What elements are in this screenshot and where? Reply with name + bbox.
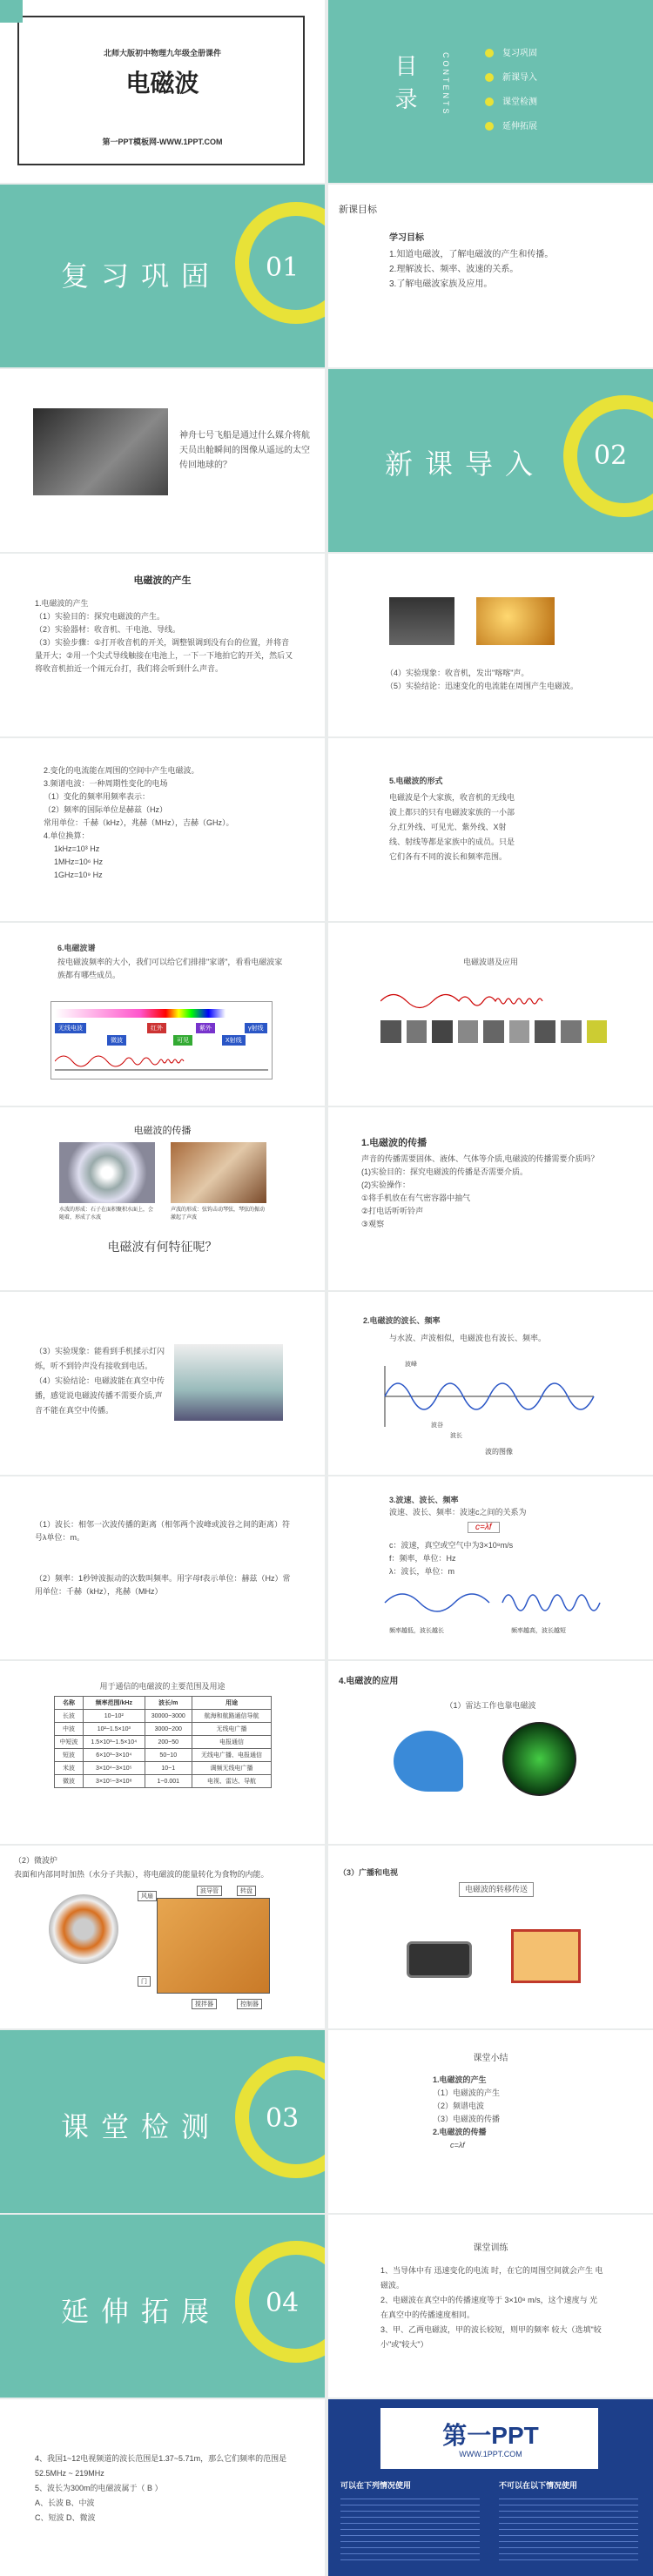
wavelength-desc: 与水波、声波相似，电磁波也有波长、频率。 xyxy=(389,1334,547,1342)
toc-item[interactable]: 延伸拓展 xyxy=(485,118,537,143)
diagram-label: 搅拌器 xyxy=(192,1999,217,2009)
text-line: 4.单位换算： xyxy=(44,831,90,840)
result-text xyxy=(386,667,629,693)
cover-slide xyxy=(0,0,325,183)
cover-top-note: 北师大版初中物理九年级全册课件 xyxy=(103,49,221,57)
spectrum-diagram xyxy=(50,1001,273,1079)
cover-site: 第一PPT模板网-WWW.1PPT.COM xyxy=(102,138,223,146)
intro-question: 神舟七号飞船是通过什么媒介将航天员出舱瞬间的图像从遥远的太空传回地球的？ xyxy=(179,431,310,470)
lamp-image xyxy=(476,597,555,645)
slide-title: （2）微波炉 xyxy=(14,1856,58,1865)
slide-title: 课堂小结 xyxy=(473,2054,508,2063)
slide-title: 电磁波的传播 xyxy=(133,1126,192,1136)
diagram-label: 波导管 xyxy=(197,1886,222,1896)
spectrum-uses-slide xyxy=(328,923,653,1106)
section-03-slide xyxy=(0,2030,325,2213)
toc-item[interactable]: 课堂检测 xyxy=(485,94,537,118)
radiation-icon xyxy=(587,1020,608,1043)
band-table xyxy=(54,1696,272,1788)
summary-item: （1）电磁波的产生 xyxy=(433,2088,501,2097)
spread-text xyxy=(361,1153,623,1231)
astronaut-image xyxy=(33,408,168,495)
text-line: λ：波长，单位：m xyxy=(389,1567,454,1576)
spectrum-label: 无线电波 xyxy=(55,1023,86,1033)
goal-line: 2.理解波长、频率、波速的关系。 xyxy=(389,265,519,274)
spectrum-slide xyxy=(0,923,325,1106)
caption-2: 声波的形成：弦钩击动琴弦，琴弦的振动激起了声波 xyxy=(171,1207,266,1221)
wave-label-trough: 波谷 xyxy=(431,1423,443,1429)
diagram-label: 转盘 xyxy=(237,1886,256,1896)
lamp-icon xyxy=(535,1020,555,1043)
section-number: 02 xyxy=(594,441,628,471)
question-item: C、短波 D、微波 xyxy=(35,2513,96,2522)
diagram-label: 风扇 xyxy=(138,1891,157,1901)
goals-sub: 学习目标 xyxy=(389,233,424,243)
question-item: 3、甲、乙两电磁波，甲的波长较短，则甲的频率 较大（选填"较小"或"较大"） xyxy=(380,2325,602,2349)
relation-items xyxy=(389,1539,513,1578)
text-line: 声音的传播需要固体、液体、气体等介质,电磁波的传播需要介质吗？ xyxy=(361,1154,599,1163)
production-text xyxy=(35,597,296,676)
microwave-icon xyxy=(483,1020,504,1043)
summary-item: 1.电磁波的产生 xyxy=(433,2075,487,2084)
wave-label-crest: 波峰 xyxy=(405,1362,417,1368)
radio-icon xyxy=(407,1020,427,1043)
slide-title: 2.电磁波的波长、频率 xyxy=(363,1316,441,1325)
table-row: 微波 3×10⁵~3×10⁸ 1~0.001 电视、雷达、导航 xyxy=(55,1775,272,1788)
text-line: 1.电磁波的产生 xyxy=(35,599,89,608)
guitar-image xyxy=(171,1142,266,1203)
diagram-label: 门 xyxy=(138,1976,151,1987)
production-result-slide xyxy=(328,554,653,736)
table-header-row: 名称 频率范围/kHz 波长/m 用途 xyxy=(55,1697,272,1710)
spectrum-label: 可见 xyxy=(173,1035,192,1046)
text-line: ①将手机放在有气密容器中抽气 xyxy=(361,1194,471,1202)
toc-contents: CONTENTS xyxy=(441,52,450,117)
formula: c=λf xyxy=(468,1522,500,1533)
goals-slide xyxy=(328,185,653,367)
microwave-slide xyxy=(0,1846,325,2028)
question: 电磁波有何特征呢？ xyxy=(107,1241,218,1254)
radar-slide xyxy=(328,1661,653,1844)
extension-slide xyxy=(0,2399,325,2576)
properties-slide xyxy=(0,738,325,921)
toc-list xyxy=(485,45,537,143)
relation-slide xyxy=(328,1476,653,1659)
text-line: 2.变化的电流能在周围的空间中产生电磁波。 xyxy=(44,766,199,775)
extension-list xyxy=(35,2452,296,2526)
text-line: ③观察 xyxy=(361,1220,385,1228)
text-line: f：频率，单位：Hz xyxy=(389,1554,456,1563)
summary-item: 2.电磁波的传播 xyxy=(433,2128,487,2136)
definition-slide xyxy=(0,1476,325,1659)
spectrum-desc: 按电磁波频率的大小，我们可以给它们排排"家谱"，看看电磁波家族都有哪些成员。 xyxy=(57,958,283,979)
broadcast-sub: 电磁波的转移传送 xyxy=(459,1882,534,1897)
water-wave-image xyxy=(59,1142,155,1203)
text-line: （3）实验现象：能看到手机揉示灯闪烁，听不到铃声没有接收到电话。 xyxy=(35,1347,165,1370)
spectrum-bar xyxy=(55,1009,268,1018)
phone-icon xyxy=(458,1020,479,1043)
vacuum-jar-image xyxy=(174,1344,283,1421)
slide-title: 1.电磁波的传播 xyxy=(361,1138,427,1148)
slide-title: 4.电磁波的应用 xyxy=(339,1677,399,1686)
intro-slide xyxy=(0,369,325,552)
toc-item[interactable]: 复习巩固 xyxy=(485,45,537,70)
text-line: 常用单位：千赫（kHz），兆赫（MHz），吉赫（GHz）。 xyxy=(44,818,234,827)
text-line: （2）实验器材：收音机、干电池、导线。 xyxy=(35,625,181,634)
wavelength-slide xyxy=(328,1292,653,1475)
goal-line: 3.了解电磁波家族及应用。 xyxy=(389,279,493,289)
cover-corner xyxy=(0,0,23,23)
slide-title: 课堂训练 xyxy=(473,2243,508,2253)
spectrum-uses-title: 电磁波谱及应用 xyxy=(462,958,518,966)
wave-caption: 波的图像 xyxy=(485,1448,513,1456)
remote-icon xyxy=(509,1020,530,1043)
forms-slide xyxy=(328,738,653,921)
vacuum-text xyxy=(35,1344,165,1418)
question-item: 1、当导体中有 迅速变化的电流 时，在它的周围空间就会产生 电磁波。 xyxy=(380,2266,603,2290)
text-line: （1）变化的频率用频率表示： xyxy=(44,792,151,801)
practice-slide xyxy=(328,2215,653,2398)
text-line: 1GHz=10⁹ Hz xyxy=(54,871,103,879)
text-line: c：波速，真空或空气中为3×10⁸m/s xyxy=(389,1541,514,1550)
slide-title: 3.波速、波长、频率 xyxy=(389,1496,459,1504)
section-title: 复习巩固 xyxy=(61,259,222,293)
goals-heading: 新课目标 xyxy=(339,205,377,215)
spectrum-wave-right xyxy=(380,988,607,1014)
question-item: A、长波 B、中波 xyxy=(35,2499,95,2507)
xray-icon xyxy=(561,1020,582,1043)
text-line: 1MHz=10⁶ Hz xyxy=(54,858,103,866)
text-line: 3.频谱电波：一种周期性变化的电场 xyxy=(44,779,168,788)
caption-2: 频率越高，波长越短 xyxy=(511,1628,566,1634)
caption-1: 水波的形成：石子在面积聚积水面上，会随着，形成了水波 xyxy=(59,1207,154,1221)
table-row: 短波 6×10³~3×10⁴ 50~10 无线电广播、电报通信 xyxy=(55,1749,272,1762)
section-04-slide xyxy=(0,2215,325,2398)
section-title: 新课导入 xyxy=(385,447,546,481)
microwave-text: 表面和内部同时加热（水分子共振），将电磁波的能量转化为食物的内能。 xyxy=(14,1870,269,1879)
question-item: 2、电磁波在真空中的传播速度等于 3×10⁸ m/s，这个速度与 光 在真空中的传播速度相同。 xyxy=(380,2296,598,2319)
summary-item: （2）频谱电波 xyxy=(433,2102,485,2110)
ad-col-2: 不可以在以下情况使用 xyxy=(499,2481,578,2490)
summary-item: （3）电磁波的传播 xyxy=(433,2115,501,2123)
section-02-slide xyxy=(328,369,653,552)
slide-title: 电磁波的产生 xyxy=(133,575,192,586)
text-line: 1kHz=10³ Hz xyxy=(54,844,100,853)
practice-list xyxy=(380,2263,607,2352)
summary-slide xyxy=(328,2030,653,2213)
goal-line: 1.知道电磁波，了解电磁波的产生和传播。 xyxy=(389,250,554,259)
radio-image xyxy=(407,1941,472,1978)
text-line: （4）实验现象：收音机，发出"喀喀"声。 xyxy=(386,669,529,677)
definition-wavelength: （1）波长：相邻一次波传播的距离（相邻两个波峰或波谷之间的距离）符号λ单位：m。 xyxy=(35,1520,291,1542)
section-number: 03 xyxy=(266,2103,300,2134)
spectrum-label: 紫外 xyxy=(196,1023,215,1033)
question-item: 5、波长为300m的电磁波属于（ B ） xyxy=(35,2484,163,2492)
table-row: 长波 10~10² 30000~3000 航海和航路通信导航 xyxy=(55,1710,272,1723)
spectrum-label: 红外 xyxy=(147,1023,166,1033)
text-line: （4）实验结论：电磁波能在真空中传播，感觉说电磁波传播不需要介质,声音不能在真空中传播。 xyxy=(35,1376,165,1415)
text-line: （1）实验目的：探究电磁波的产生。 xyxy=(35,612,165,621)
section-number: 01 xyxy=(266,252,300,283)
table-row: 米波 3×10⁴~3×10⁵ 10~1 调频无线电广播 xyxy=(55,1762,272,1775)
device-icons xyxy=(380,1020,607,1043)
forms-text: 电磁波是个大家族，收音机的无线电波上都只的只有电磁波家族的一小部分,红外线、可见光、紫外线、X射线、射线等都是家族中的成员。只是它们各有不同的波长和频率范围。 xyxy=(389,793,515,861)
text-line: （5）实验结论：迅速变化的电流能在周围产生电磁波。 xyxy=(386,682,579,690)
ad-url[interactable]: WWW.1PPT.COM xyxy=(459,2450,522,2458)
properties-text xyxy=(44,764,305,882)
slide-title: （3）广播和电视 xyxy=(339,1868,399,1877)
wave-label-wavelength: 波长 xyxy=(450,1433,462,1439)
radar-sub: （1）雷达工作也靠电磁波 xyxy=(445,1701,536,1710)
summary-item: c=λf xyxy=(450,2141,465,2149)
microwave-diagram xyxy=(157,1898,270,1994)
table-row: 中波 10²~1.5×10³ 3000~200 无线电广播 xyxy=(55,1723,272,1736)
section-number: 04 xyxy=(266,2288,300,2318)
text-line: (2)实验操作： xyxy=(361,1180,410,1189)
section-title: 延伸拓展 xyxy=(61,2295,222,2328)
table-title: 用于通信的电磁波的主要范围及用途 xyxy=(99,1682,226,1691)
text-line: ②打电话听听铃声 xyxy=(361,1207,424,1215)
text-line: （3）实验步骤：①打开收音机的开关，调整银调到没有台的位置，并将音量开大；②用一个尖式导线触接在电池上，一下一下地拍它的开关，然后又将收音机拍近一个闹元台打，我们将会听到什么声音。 xyxy=(35,638,293,673)
toc-slide xyxy=(328,0,653,183)
relation-sub: 波速、波长、频率：波速c之间的关系为 xyxy=(389,1508,527,1517)
toc-title: 目录 xyxy=(392,54,418,120)
spectrum-label: γ射线 xyxy=(245,1023,267,1033)
definition-frequency: （2）频率：1秒钟波振动的次数叫频率。用字母f表示单位：赫兹（Hz）常用单位：千赫（kHz），兆赫（MHz） xyxy=(35,1574,291,1596)
production-slide xyxy=(0,554,325,736)
ad-col-1: 可以在下列情况使用 xyxy=(340,2481,412,2490)
ad-list-1 xyxy=(340,2493,480,2563)
band-table-slide xyxy=(0,1661,325,1844)
section-01-slide xyxy=(0,185,325,367)
question-item: 4、我国1~12电视频道的波长范围是1.37~5.71m，那么它们频率的范围是 52.5MHz ~ 219MHz xyxy=(35,2454,287,2478)
spread-slide xyxy=(0,1107,325,1290)
goals-list xyxy=(389,247,553,292)
wave-compare xyxy=(380,1585,607,1620)
forms-title: 5.电磁波的形式 xyxy=(389,777,443,785)
ad-slide xyxy=(328,2399,653,2576)
ad-logo: 第一PPT xyxy=(442,2422,539,2449)
broadcast-slide xyxy=(328,1846,653,2028)
radar-screen-image xyxy=(502,1722,576,1796)
diagram-label: 控制器 xyxy=(237,1999,262,2009)
spectrum-label: X射线 xyxy=(222,1035,246,1046)
section-title: 课堂检测 xyxy=(61,2110,222,2143)
text-line: (1)实验目的：探究电磁波的传播是否需要介质。 xyxy=(361,1167,528,1176)
ad-list-2 xyxy=(499,2493,638,2563)
tower-icon xyxy=(380,1020,401,1043)
vacuum-slide xyxy=(0,1292,325,1475)
oven-plate-image xyxy=(49,1894,118,1964)
cover-title: 电磁波 xyxy=(125,70,199,97)
summary-list xyxy=(433,2074,500,2152)
radar-dish-image xyxy=(394,1731,463,1792)
spectrum-title: 6.电磁波谱 xyxy=(57,944,96,952)
caption-1: 频率越低，波长越长 xyxy=(389,1628,444,1634)
radio-image xyxy=(389,597,454,645)
text-line: （2）频率的国际单位是赫兹（Hz） xyxy=(44,805,168,814)
spread-exp-slide xyxy=(328,1107,653,1290)
tv-icon xyxy=(432,1020,453,1043)
table-row: 中短波 1.5×10³~1.5×10⁴ 200~50 电报通信 xyxy=(55,1736,272,1749)
spectrum-label: 微波 xyxy=(107,1035,126,1046)
wave-diagram xyxy=(380,1362,598,1431)
spectrum-wave xyxy=(55,1051,268,1072)
tv-family-image xyxy=(511,1929,581,1983)
toc-item[interactable]: 新课导入 xyxy=(485,70,537,94)
